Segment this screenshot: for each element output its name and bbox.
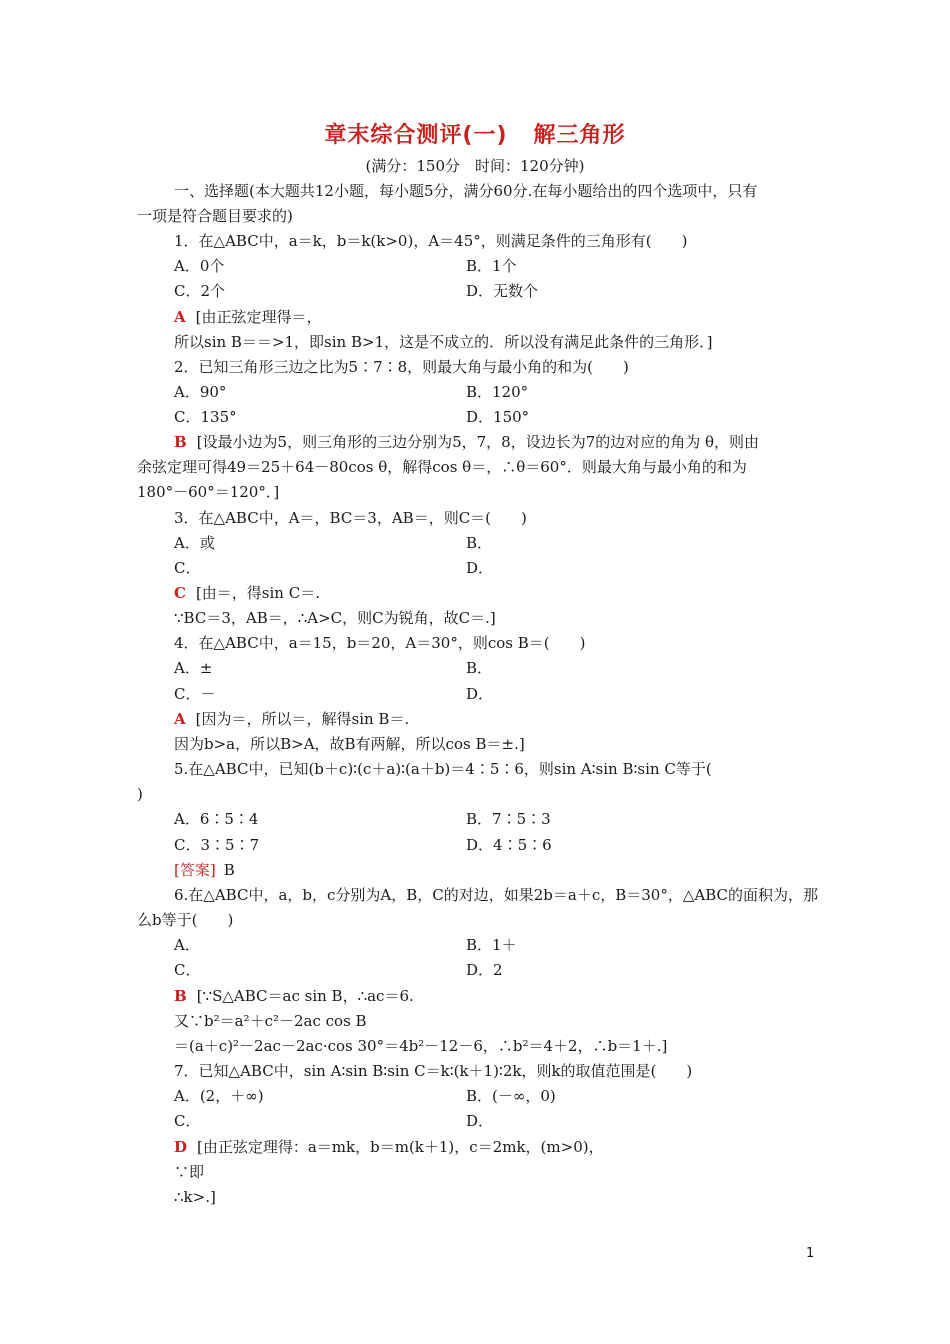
q2-answer: B	[174, 433, 187, 451]
q5-option-a: A．6∶5∶4	[174, 810, 259, 828]
q6-solution-1: B [∵S△ABC＝ac sin B，∴ac＝6.	[174, 987, 414, 1005]
q3-solution-2: ∵BC＝3，AB＝，∴A>C，则C为锐角，故C＝.]	[174, 609, 496, 627]
q6-solution-3: ＝(a＋c)²－2ac－2ac·cos 30°＝4b²－12－6，∴b²＝4＋2，∴b＝1＋.]	[174, 1037, 668, 1055]
q4-solution-2: 因为b>a，所以B>A，故B有两解，所以cos B＝±.]	[174, 735, 525, 753]
page-title	[0, 118, 950, 149]
q1-solution-2: 所以sin B＝＝>1，即sin B>1，这是不成立的．所以没有满足此条件的三角形．]	[174, 333, 713, 351]
q1-option-c: C．2个	[174, 282, 226, 300]
q7-solution-3: ∴k>.]	[174, 1188, 216, 1206]
q3-option-a: A．或	[174, 534, 215, 552]
title-part-1: 章末综合测评(一)	[324, 123, 508, 148]
q1-option-b: B．1个	[466, 257, 517, 275]
q6-solution-2: 又∵b²＝a²＋c²－2ac cos B	[174, 1012, 367, 1030]
q2-option-c: C．135°	[174, 408, 237, 426]
q1-solution-1: A [由正弦定理得＝，	[174, 308, 322, 326]
q7-option-d: D．	[466, 1112, 494, 1130]
q7-solution-1: D [由正弦定理得：a＝mk，b＝m(k＋1)，c＝2mk，(m>0)，	[174, 1138, 604, 1156]
q7-answer: D	[174, 1138, 188, 1156]
q2-option-a: A．90°	[174, 383, 227, 401]
q2-solution-1: B [设最小边为5，则三角形的三边分别为5，7，8，设边长为7的边对应的角为 θ，则由	[174, 433, 760, 451]
q3-option-c: C．	[174, 559, 201, 577]
q1-option-a: A．0个	[174, 257, 225, 275]
q4-option-d: D．	[466, 685, 494, 703]
q2-option-d: D．150°	[466, 408, 530, 426]
q5-answer: B	[223, 861, 235, 879]
q7-solution-2: ∵即	[174, 1163, 205, 1181]
q5-option-d: D．4∶5∶6	[466, 836, 552, 854]
q3-option-b: B．	[466, 534, 493, 552]
q4-option-b: B．	[466, 659, 493, 677]
section-instruction-1: 一、选择题(本大题共12小题，每小题5分，满分60分.在每小题给出的四个选项中，只有	[174, 182, 758, 200]
q4-option-c: C．－	[174, 685, 216, 703]
q7-stem: 7．已知△ABC中，sin A∶sin B∶sin C＝k∶(k＋1)∶2k，则k的取值范围是( )	[174, 1062, 693, 1080]
q3-stem: 3．在△ABC中，A＝，BC＝3，AB＝，则C＝( )	[174, 509, 527, 527]
section-instruction-2: 一项是符合题目要求的)	[137, 207, 293, 225]
q6-option-a: A．	[174, 936, 200, 954]
q4-answer: A	[174, 710, 186, 728]
q6-stem-1: 6.在△ABC中，a，b，c分别为A，B，C的对边，如果2b＝a＋c，B＝30°，△ABC的面积为，那	[174, 886, 818, 904]
q5-answer-line	[174, 859, 235, 881]
q1-answer: A	[174, 308, 186, 326]
q7-option-c: C．	[174, 1112, 201, 1130]
q4-option-a: A．±	[174, 659, 213, 677]
q4-solution-1: A [因为＝，所以＝，解得sin B＝.	[174, 710, 410, 728]
q2-stem: 2．已知三角形三边之比为5∶7∶8，则最大角与最小角的和为( )	[174, 358, 629, 376]
q5-stem-2: )	[137, 785, 143, 803]
q3-answer: C	[174, 584, 186, 602]
q4-stem: 4．在△ABC中，a＝15，b＝20，A＝30°，则cos B＝( )	[174, 634, 586, 652]
q6-stem-2: 么b等于( )	[137, 911, 234, 929]
q6-option-d: D．2	[466, 961, 503, 979]
q6-option-c: C．	[174, 961, 201, 979]
q3-option-d: D．	[466, 559, 494, 577]
title-part-2: 解三角形	[533, 123, 626, 148]
page-number: 1	[806, 1246, 815, 1261]
q7-option-b: B．(－∞，0)	[466, 1087, 556, 1105]
q1-option-d: D．无数个	[466, 282, 539, 300]
q5-answer-tag: [答案]	[174, 861, 216, 879]
q2-solution-2: 余弦定理可得49＝25＋64－80cos θ，解得cos θ＝，∴θ＝60°．则最大角与最小角的和为	[137, 458, 747, 476]
q6-option-b: B．1＋	[466, 936, 517, 954]
q5-stem-1: 5.在△ABC中，已知(b＋c)∶(c＋a)∶(a＋b)＝4∶5∶6，则sin A∶sin B∶sin C等于(	[174, 760, 712, 778]
q2-solution-3: 180°－60°＝120°．]	[137, 483, 280, 501]
q1-stem: 1．在△ABC中，a＝k，b＝k(k>0)，A＝45°，则满足条件的三角形有( )	[174, 232, 688, 250]
q5-option-b: B．7∶5∶3	[466, 810, 551, 828]
q7-option-a: A．(2，＋∞)	[174, 1087, 264, 1105]
page-subtitle: (满分：150分 时间：120分钟)	[365, 157, 585, 175]
q2-option-b: B．120°	[466, 383, 529, 401]
q5-option-c: C．3∶5∶7	[174, 836, 260, 854]
q6-answer: B	[174, 987, 187, 1005]
q3-solution-1: C [由＝，得sin C＝.	[174, 584, 320, 602]
